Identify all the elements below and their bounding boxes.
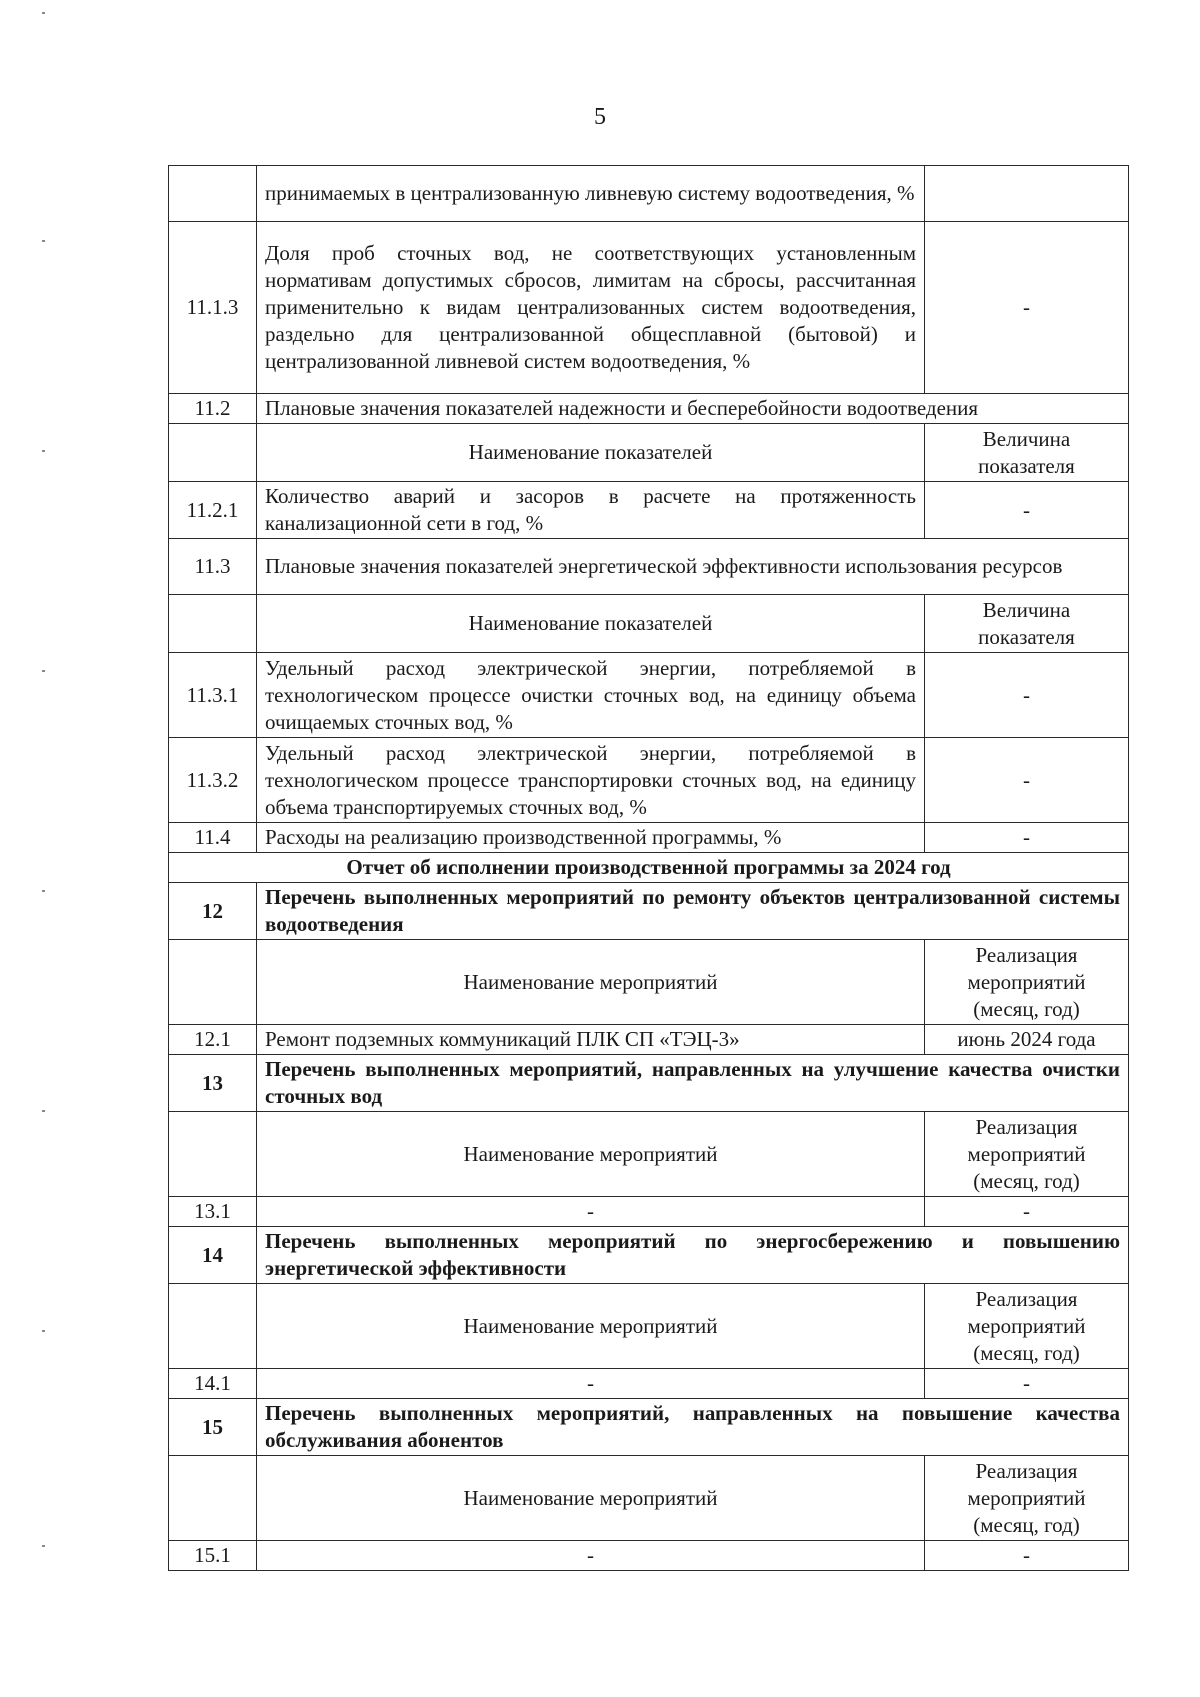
row-number: 11.4 <box>169 823 257 853</box>
row-number: 11.2 <box>169 394 257 424</box>
table-row <box>169 1025 1129 1055</box>
event-date: - <box>925 1197 1129 1227</box>
event-name: - <box>257 1541 925 1571</box>
table-row <box>169 222 1129 394</box>
row-number: 11.1.3 <box>169 222 257 394</box>
row-number: 11.3.1 <box>169 653 257 738</box>
indicator-name: Количество аварий и засоров в расчете на протяженность канализационной сети в год, % <box>257 482 925 539</box>
section-heading: Перечень выполненных мероприятий по ремонту объектов централизованной системы водоотведения <box>257 883 1129 940</box>
table-row <box>169 394 1129 424</box>
row-number <box>169 166 257 222</box>
table-row <box>169 653 1129 738</box>
indicators-table <box>168 165 1129 1571</box>
scan-artifact-dot <box>42 450 45 452</box>
scan-artifact-dot <box>42 240 45 242</box>
section-heading: Плановые значения показателей энергетической эффективности использования ресурсов <box>257 539 1129 595</box>
column-header-value: Величина показателя <box>925 424 1129 482</box>
table-row <box>169 823 1129 853</box>
row-number: 15.1 <box>169 1541 257 1571</box>
table-row <box>169 1112 1129 1197</box>
event-name: - <box>257 1197 925 1227</box>
section-heading: Плановые значения показателей надежности и бесперебойности водоотведения <box>257 394 1129 424</box>
section-heading: Перечень выполненных мероприятий, направленных на улучшение качества очистки сточных вод <box>257 1055 1129 1112</box>
column-header-event: Наименование мероприятий <box>257 1456 925 1541</box>
indicator-value <box>925 166 1129 222</box>
indicator-value: - <box>925 482 1129 539</box>
row-number: 14.1 <box>169 1369 257 1399</box>
section-number: 15 <box>169 1399 257 1456</box>
table-row <box>169 424 1129 482</box>
table-row <box>169 940 1129 1025</box>
section-number: 12 <box>169 883 257 940</box>
table-row <box>169 539 1129 595</box>
table-row <box>169 1284 1129 1369</box>
event-name: Ремонт подземных коммуникаций ПЛК СП «ТЭЦ-3» <box>257 1025 925 1055</box>
table-row <box>169 482 1129 539</box>
table-row <box>169 1399 1129 1456</box>
section-heading: Перечень выполненных мероприятий, направленных на повышение качества обслуживания абонентов <box>257 1399 1129 1456</box>
indicator-name: Удельный расход электрической энергии, потребляемой в технологическом процессе транспортировки сточных вод, на единицу объема транспортируемых сточных вод, % <box>257 738 925 823</box>
column-header-indicator: Наименование показателей <box>257 424 925 482</box>
table-row <box>169 166 1129 222</box>
row-number: 12.1 <box>169 1025 257 1055</box>
section-heading: Перечень выполненных мероприятий по энергосбережению и повышению энергетической эффективности <box>257 1227 1129 1284</box>
indicator-value: - <box>925 653 1129 738</box>
section-number: 13 <box>169 1055 257 1112</box>
row-number: 11.2.1 <box>169 482 257 539</box>
event-date: - <box>925 1369 1129 1399</box>
indicator-name: Расходы на реализацию производственной программы, % <box>257 823 925 853</box>
indicator-name: Удельный расход электрической энергии, потребляемой в технологическом процессе очистки сточных вод, на единицу объема очищаемых сточных вод, % <box>257 653 925 738</box>
event-date: июнь 2024 года <box>925 1025 1129 1055</box>
table-row <box>169 595 1129 653</box>
scan-artifact-dot <box>42 12 45 14</box>
column-header-realization: Реализация мероприятий (месяц, год) <box>925 1456 1129 1541</box>
column-header-realization: Реализация мероприятий (месяц, год) <box>925 1284 1129 1369</box>
indicator-value: - <box>925 222 1129 394</box>
scan-artifact-dot <box>42 1330 45 1332</box>
table-row <box>169 1227 1129 1284</box>
event-date: - <box>925 1541 1129 1571</box>
report-heading: Отчет об исполнении производственной программы за 2024 год <box>169 853 1129 883</box>
table-row <box>169 738 1129 823</box>
row-number <box>169 424 257 482</box>
indicator-value: - <box>925 823 1129 853</box>
column-header-realization: Реализация мероприятий (месяц, год) <box>925 1112 1129 1197</box>
table-row <box>169 883 1129 940</box>
table-row <box>169 1369 1129 1399</box>
scan-artifact-dot <box>42 890 45 892</box>
column-header-realization: Реализация мероприятий (месяц, год) <box>925 940 1129 1025</box>
indicator-value: - <box>925 738 1129 823</box>
table-row <box>169 1197 1129 1227</box>
table-row <box>169 853 1129 883</box>
row-number <box>169 1112 257 1197</box>
event-name: - <box>257 1369 925 1399</box>
scan-artifact-dot <box>42 670 45 672</box>
table-row <box>169 1055 1129 1112</box>
column-header-indicator: Наименование показателей <box>257 595 925 653</box>
column-header-event: Наименование мероприятий <box>257 1284 925 1369</box>
column-header-event: Наименование мероприятий <box>257 940 925 1025</box>
column-header-value: Величина показателя <box>925 595 1129 653</box>
row-number <box>169 940 257 1025</box>
scan-artifact-dot <box>42 1110 45 1112</box>
row-number <box>169 1284 257 1369</box>
column-header-event: Наименование мероприятий <box>257 1112 925 1197</box>
page-number: 5 <box>594 104 606 130</box>
row-number: 13.1 <box>169 1197 257 1227</box>
row-number: 11.3 <box>169 539 257 595</box>
scan-artifact-dot <box>42 1545 45 1547</box>
row-number <box>169 1456 257 1541</box>
table-row <box>169 1541 1129 1571</box>
indicator-name: Доля проб сточных вод, не соответствующих установленным нормативам допустимых сбросов, лимитам на сбросы, рассчитанная применительно к видам централизованных систем водоотведения, раздельно для централизованной общесплавной (бытовой) и централизованной ливневой систем водоотведения, % <box>257 222 925 394</box>
row-number <box>169 595 257 653</box>
section-number: 14 <box>169 1227 257 1284</box>
indicator-name: принимаемых в централизованную ливневую систему водоотведения, % <box>257 166 925 222</box>
row-number: 11.3.2 <box>169 738 257 823</box>
table-row <box>169 1456 1129 1541</box>
